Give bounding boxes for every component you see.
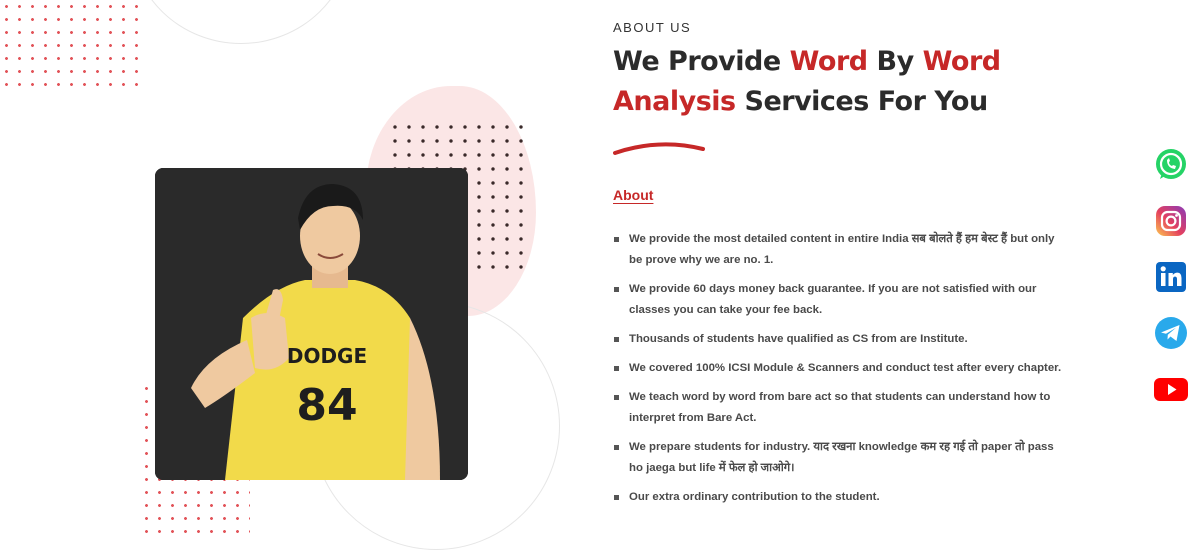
headline-part: Services For You [735, 86, 988, 117]
list-item: Our extra ordinary contribution to the student. [613, 487, 1063, 508]
tshirt-number: 84 [296, 380, 358, 431]
list-item: We provide 60 days money back guarantee. If you are not satisfied with our classes you can take your fee back. [613, 279, 1063, 321]
tshirt-brand: DODGE [286, 344, 368, 368]
feature-list [613, 229, 1063, 516]
list-item: We prepare students for industry. याद रखना knowledge कम रह गई तो paper तो pass ho jaega but life में फेल हो जाओगे। [613, 437, 1063, 479]
whatsapp-icon [1152, 146, 1190, 184]
instagram-button[interactable] [1152, 202, 1190, 240]
list-item: We provide the most detailed content in entire India सब बोलते हैं हम बेस्ट हैं but only be prove why we are no. 1. [613, 229, 1063, 271]
instructor-photo [155, 168, 468, 480]
headline-accent: Analysis [613, 86, 736, 117]
social-sidebar [1152, 146, 1190, 426]
linkedin-button[interactable] [1152, 258, 1190, 296]
whatsapp-button[interactable] [1152, 146, 1190, 184]
instagram-icon [1152, 202, 1190, 240]
headline-accent: Word [789, 46, 868, 77]
headline-part: By [867, 46, 923, 77]
list-item: Thousands of students have qualified as CS from are Institute. [613, 329, 1063, 350]
about-link[interactable]: About [613, 187, 654, 203]
headline-accent: Word [922, 46, 1001, 77]
headline-underline-swoosh [613, 140, 705, 156]
telegram-icon [1152, 314, 1190, 352]
section-headline [613, 42, 1033, 122]
youtube-button[interactable] [1152, 370, 1190, 408]
decor-dots-top-left [0, 0, 148, 92]
list-item: We covered 100% ICSI Module & Scanners and conduct test after every chapter. [613, 358, 1063, 379]
telegram-button[interactable] [1152, 314, 1190, 352]
headline-part: We Provide [613, 46, 790, 77]
youtube-icon [1152, 370, 1190, 408]
list-item: We teach word by word from bare act so that students can understand how to interpret from Bare Act. [613, 387, 1063, 429]
decor-ring-top [130, 0, 352, 44]
section-eyebrow: ABOUT US [613, 20, 692, 35]
linkedin-icon [1152, 258, 1190, 296]
